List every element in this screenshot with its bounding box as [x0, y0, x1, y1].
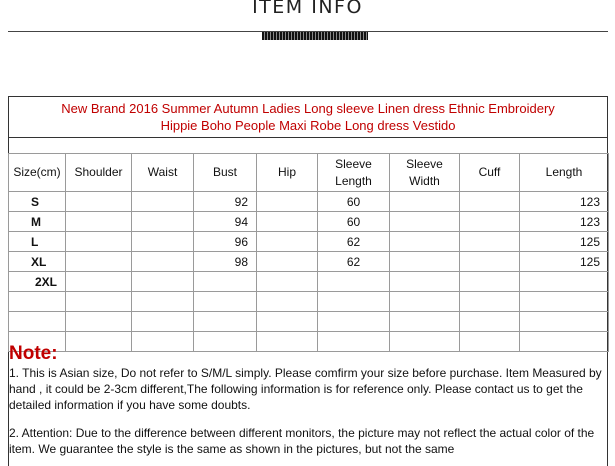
cell-hip [257, 272, 318, 292]
cell-length: 125 [520, 252, 609, 272]
header-sleeve-width: Sleeve Width [390, 154, 460, 192]
header-size: Size(cm) [9, 154, 66, 192]
header-hip: Hip [257, 154, 318, 192]
cell-length: 123 [520, 212, 609, 232]
table-row [9, 232, 609, 252]
cell-hip [257, 192, 318, 212]
cell-hip [257, 212, 318, 232]
cell-sleeve-width [390, 232, 460, 252]
cell-waist [132, 212, 194, 232]
cell-size: 2XL [9, 272, 66, 292]
table-row-empty [9, 292, 609, 312]
cell-bust: 92 [194, 192, 257, 212]
cell-hip [257, 232, 318, 252]
table-header-row [9, 154, 609, 192]
cell-size: L [9, 232, 66, 252]
header-sleeve-length: Sleeve Length [318, 154, 390, 192]
cell-length: 125 [520, 232, 609, 252]
cell-cuff [460, 272, 520, 292]
cell-waist [132, 232, 194, 252]
cell-sleeve-width [390, 192, 460, 212]
item-info-header [0, 0, 615, 60]
cell-shoulder [66, 272, 132, 292]
cell-sleeve-width [390, 212, 460, 232]
cell-length [520, 272, 609, 292]
header-waist: Waist [132, 154, 194, 192]
cell-cuff [460, 232, 520, 252]
cell-sleeve-length: 62 [318, 252, 390, 272]
cell-sleeve-length [318, 272, 390, 292]
product-title-line-1: New Brand 2016 Summer Autumn Ladies Long sleeve Linen dress Ethnic Embroidery [61, 101, 555, 116]
cell-sleeve-length: 60 [318, 192, 390, 212]
cell-waist [132, 192, 194, 212]
size-table [8, 153, 609, 352]
header-ruler-decoration [262, 32, 368, 40]
header-cuff: Cuff [460, 154, 520, 192]
cell-bust: 94 [194, 212, 257, 232]
cell-shoulder [66, 212, 132, 232]
note-point-1: 1. This is Asian size, Do not refer to S/M/L simply. Please comfirm your size before purchase. Item Measured by hand , it could be 2-3cm different,The following information is for reference only. Please contact us to get the detailed information if you have some doubts. [9, 366, 602, 412]
cell-length: 123 [520, 192, 609, 212]
note-heading: Note: [9, 343, 58, 364]
product-title-line-2: Hippie Boho People Maxi Robe Long dress Vestido [160, 118, 456, 133]
cell-size: XL [9, 252, 66, 272]
note-point-2: 2. Attention: Due to the difference between different monitors, the picture may not reflect the actual color of the item. We guarantee the style is the same as shown in the pictures, but not the same [9, 426, 595, 456]
cell-waist [132, 252, 194, 272]
cell-size: S [9, 192, 66, 212]
header-shoulder: Shoulder [66, 154, 132, 192]
table-row [9, 212, 609, 232]
header-bust: Bust [194, 154, 257, 192]
cell-sleeve-width [390, 272, 460, 292]
notes-section [9, 343, 607, 457]
cell-cuff [460, 212, 520, 232]
table-row [9, 252, 609, 272]
cell-sleeve-length: 62 [318, 232, 390, 252]
cell-sleeve-width [390, 252, 460, 272]
cell-size: M [9, 212, 66, 232]
cell-bust: 98 [194, 252, 257, 272]
note-spacer [9, 413, 607, 425]
table-row [9, 192, 609, 212]
table-row [9, 272, 609, 292]
cell-shoulder [66, 192, 132, 212]
cell-hip [257, 252, 318, 272]
cell-shoulder [66, 252, 132, 272]
cell-cuff [460, 252, 520, 272]
cell-shoulder [66, 232, 132, 252]
item-info-title: ITEM INFO [252, 0, 363, 18]
table-row-empty [9, 312, 609, 332]
product-title [9, 97, 607, 138]
cell-sleeve-length: 60 [318, 212, 390, 232]
cell-bust: 96 [194, 232, 257, 252]
cell-waist [132, 272, 194, 292]
size-chart-sheet [8, 96, 608, 466]
cell-bust [194, 272, 257, 292]
cell-cuff [460, 192, 520, 212]
header-length: Length [520, 154, 609, 192]
